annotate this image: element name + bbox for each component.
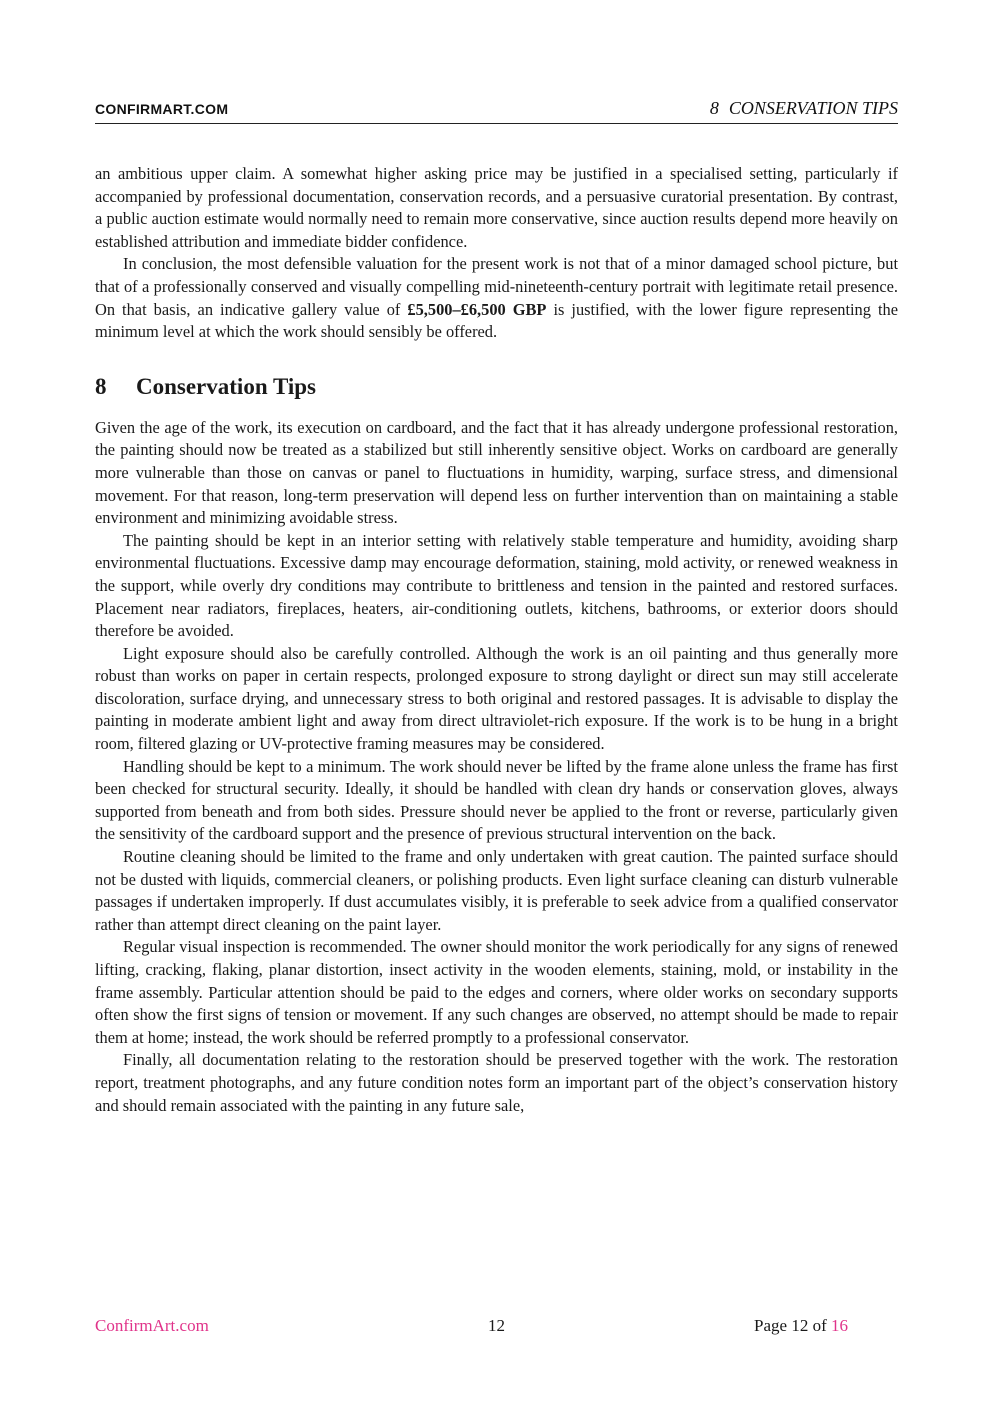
section-heading — [95, 372, 898, 402]
conclusion-text-end: is justified, with the lower figure representing the minimum level at which the work should sensibly be offered. — [95, 299, 898, 342]
paragraph: Finally, all documentation relating to the restoration should be preserved together with the work. The restoration report, treatment photographs, and any future condition notes form an important part of the object’s conservation history and should remain associated with the painting in any future sale, — [95, 1050, 898, 1115]
paragraph: Handling should be kept to a minimum. The work should never be lifted by the frame alone unless the frame has first been checked for structural security. Ideally, it should be handled with clean dry hands or conservation gloves, always supported from beneath and from both sides. Pressure should never be applied to the front or reverse, particularly given the sensitivity of the cardboard support and the presence of previous structural intervention on the back. — [95, 756, 898, 844]
paragraph: Light exposure should also be carefully controlled. Although the work is an oil painting and thus generally more robust than works on paper in certain respects, prolonged exposure to strong daylight or direct sun may still accelerate discoloration, surface drying, and unnecessary stress to both original and restored passages. It is advisable to display the painting in moderate ambient light and away from direct ultraviolet-rich exposure. If the work is to be hung in a bright room, filtered glazing or UV-protective framing measures may be considered. — [95, 643, 898, 754]
page-header — [95, 98, 898, 124]
footer-site-link[interactable]: ConfirmArt.com — [95, 1316, 209, 1335]
footer-page-count — [754, 1316, 848, 1336]
footer-page-number: 12 — [488, 1316, 505, 1335]
document-body — [95, 163, 898, 1117]
paragraph: Routine cleaning should be limited to the frame and only undertaken with great caution. The painted surface should not be dusted with liquids, commercial cleaners, or polishing products. Even light surface cleaning can disturb vulnerable passages if undertaken improperly. If dust accumulates visibly, it is preferable to seek advice from a qualified conservator rather than attempt direct cleaning on the paint layer. — [95, 847, 898, 934]
running-head-title: CONSERVATION TIPS — [728, 98, 898, 118]
paragraph: an ambitious upper claim. A somewhat higher asking price may be justified in a specialised setting, particularly if accompanied by professional documentation, conservation records, and a persuasive curatorial presentation. By contrast, a public auction estimate would normally need to remain more conservative, since auction results depend more heavily on established attribution and immediate bidder confidence. — [95, 164, 898, 251]
section-title: Conservation Tips — [136, 373, 317, 399]
conclusion-paragraph — [95, 253, 898, 343]
valuation-range: £5,500–£6,500 GBP — [407, 299, 547, 319]
footer-total-pages-link[interactable]: 16 — [831, 1316, 848, 1335]
running-head — [710, 98, 898, 119]
page-footer — [95, 1316, 898, 1338]
paragraph: Given the age of the work, its execution on cardboard, and the fact that it has already undergone professional restoration, the painting should now be treated as a stabilized but still inherently sensitive object. Works on cardboard are generally more vulnerable than those on canvas or panel to fluctuations in humidity, warping, surface stress, and dimensional movement. For that reason, long-term preservation will depend less on further intervention than on maintaining a stable environment and minimizing avoidable stress. — [95, 417, 898, 528]
site-logo[interactable]: CONFIRMART.COM — [95, 101, 229, 117]
footer-page-label: Page 12 of — [754, 1316, 827, 1335]
paragraph: Regular visual inspection is recommended. The owner should monitor the work periodically for any signs of renewed lifting, cracking, flaking, planar distortion, insect activity in the wooden elements, staining, mold, or instability in the frame assembly. Particular attention should be paid to the edges and corners, where older works on secondary supports often show the first signs of tension or movement. If any such changes are observed, no attempt should be made to repair them at home; instead, the work should be referred promptly to a professional conservator. — [95, 937, 898, 1047]
section-number: 8 — [95, 373, 107, 399]
running-head-number: 8 — [709, 98, 719, 118]
conclusion-text: In conclusion, the most defensible valuation for the present work is not that of a minor damaged school picture, but that of a professionally conserved and visually compelling mid-nineteenth-century portrait with legitimate retail presence. On that basis, an indicative gallery value of — [95, 254, 898, 319]
paragraph: The painting should be kept in an interior setting with relatively stable temperature and humidity, avoiding sharp environmental fluctuations. Excessive damp may encourage deformation, staining, mold activity, or renewed weakness in the support, while overly dry conditions may contribute to brittleness and tension in the painted and restored surfaces. Placement near radiators, fireplaces, heaters, air-conditioning outlets, kitchens, bathrooms, or exterior doors should therefore be avoided. — [95, 530, 898, 641]
